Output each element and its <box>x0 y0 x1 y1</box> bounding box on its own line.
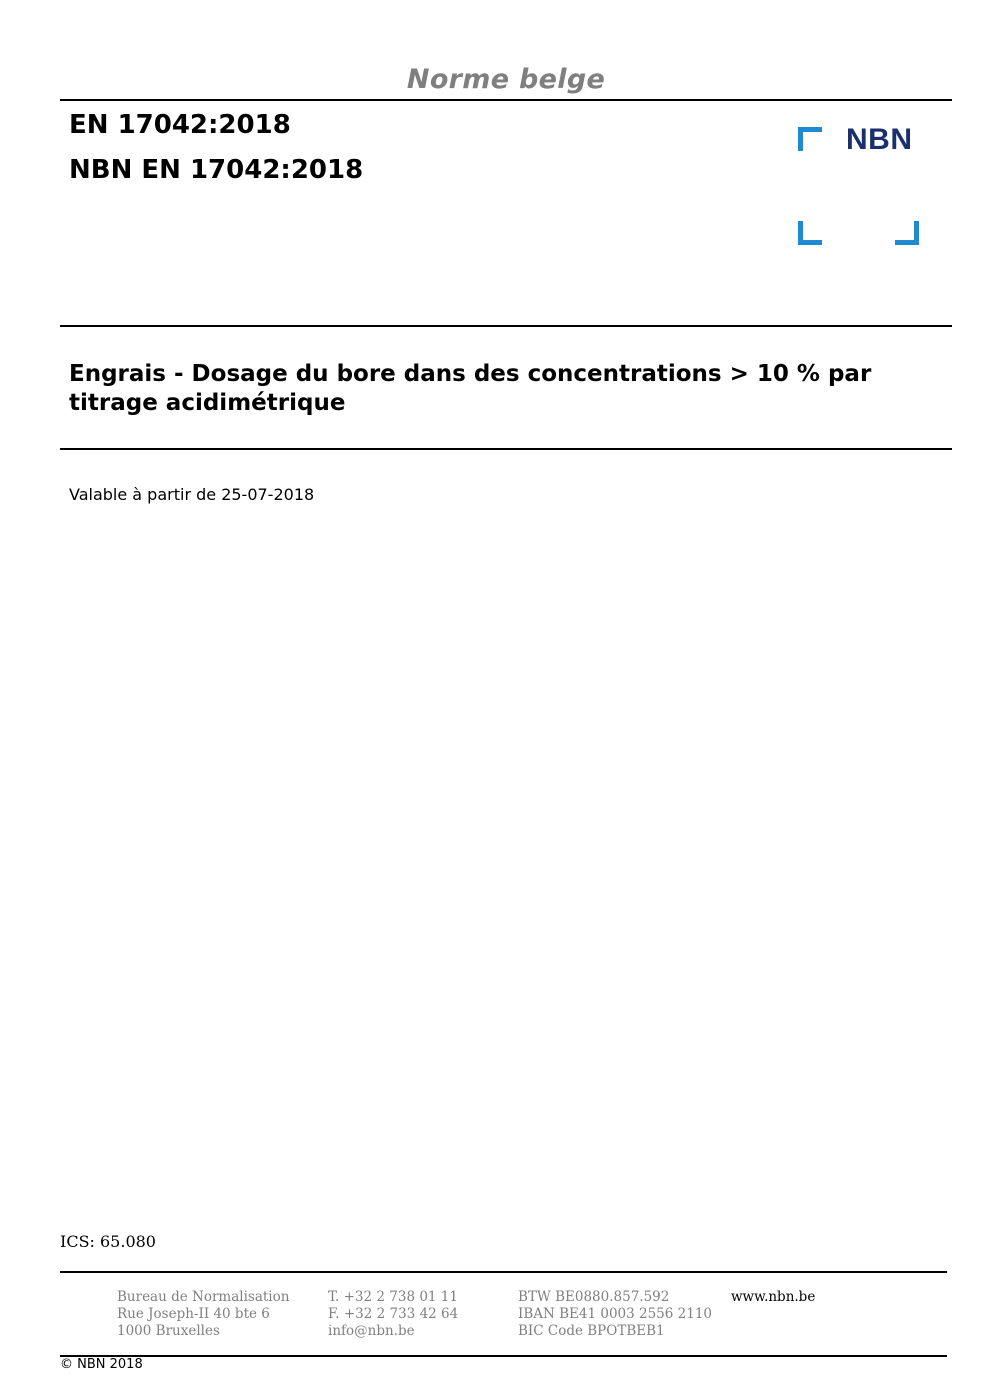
footer-phone: T. +32 2 738 01 11 <box>328 1289 458 1305</box>
title-top-rule <box>60 325 952 327</box>
footer-email[interactable]: info@nbn.be <box>328 1323 415 1339</box>
footer-bottom-rule <box>60 1355 947 1357</box>
title-bottom-rule <box>60 448 952 450</box>
logo-text: NBN <box>846 123 913 156</box>
footer-fax: F. +32 2 733 42 64 <box>328 1306 459 1322</box>
footer-address-line: 1000 Bruxelles <box>117 1323 220 1339</box>
document-type-label: Norme belge <box>406 64 606 95</box>
logo-corner-bottom-right <box>895 221 919 245</box>
footer-top-rule <box>60 1271 947 1273</box>
standard-code-nbn: NBN EN 17042:2018 <box>69 155 364 185</box>
header-rule <box>60 99 952 101</box>
footer-address-line: Bureau de Normalisation <box>117 1289 290 1305</box>
document-title: Engrais - Dosage du bore dans des concentrations > 10 % par titrage acidimétrique <box>69 361 872 416</box>
footer-address <box>117 1289 289 1340</box>
footer-bic: BIC Code BPOTBEB1 <box>518 1323 665 1339</box>
footer-website-link[interactable]: www.nbn.be <box>731 1289 816 1305</box>
copyright-notice: © NBN 2018 <box>60 1357 143 1372</box>
footer-vat: BTW BE0880.857.592 <box>518 1289 670 1305</box>
footer-website[interactable] <box>731 1289 815 1306</box>
ics-code: ICS: 65.080 <box>60 1232 156 1251</box>
standard-code-en: EN 17042:2018 <box>69 110 291 140</box>
validity-date: Valable à partir de 25-07-2018 <box>69 485 315 504</box>
footer-address-line: Rue Joseph-II 40 bte 6 <box>117 1306 270 1322</box>
footer-iban: IBAN BE41 0003 2556 2110 <box>518 1306 713 1322</box>
logo-corner-top-left <box>798 127 822 151</box>
footer-bank <box>518 1289 712 1340</box>
nbn-logo <box>798 123 920 247</box>
logo-corner-bottom-left <box>798 221 822 245</box>
footer-contact <box>328 1289 458 1340</box>
